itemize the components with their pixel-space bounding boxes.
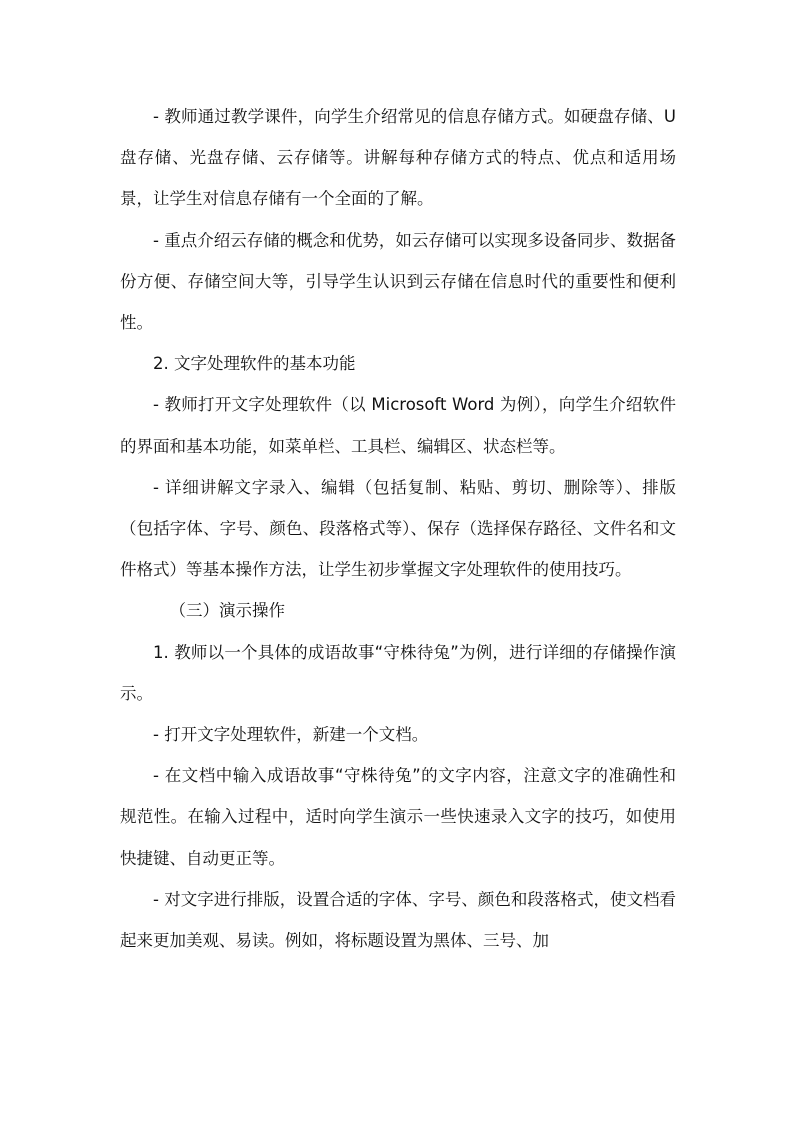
paragraph-open-software: - 教师打开文字处理软件（以 Microsoft Word 为例），向学生介绍软件的界面和基本功能，如菜单栏、工具栏、编辑区、状态栏等。 <box>120 395 676 456</box>
document-body <box>120 96 676 961</box>
section-heading-demo: （三）演示操作 <box>169 601 285 621</box>
paragraph-storage-methods: - 教师通过教学课件，向学生介绍常见的信息存储方式。如硬盘存储、U 盘存储、光盘存储、云存储等。讲解每种存储方式的特点、优点和适用场景，让学生对信息存储有一个全面的了解。 <box>120 107 676 209</box>
paragraph-basic-operations: - 详细讲解文字录入、编辑（包括复制、粘贴、剪切、删除等）、排版（包括字体、字号、颜色、段落格式等）、保存（选择保存路径、文件名和文件格式）等基本操作方法，让学生初步掌握文字处理软件的使用技巧。 <box>120 477 676 580</box>
paragraph-cloud-storage: - 重点介绍云存储的概念和优势，如云存储可以实现多设备同步、数据备份方便、存储空间大等，引导学生认识到云存储在信息时代的重要性和便利性。 <box>120 230 676 333</box>
section-heading-word-processing: 2. 文字处理软件的基本功能 <box>153 354 356 374</box>
paragraph-input-text: - 在文档中输入成语故事“守株待兔”的文字内容，注意文字的准确性和规范性。在输入过程中，适时向学生演示一些快速录入文字的技巧，如使用快捷键、自动更正等。 <box>120 766 676 868</box>
paragraph-new-document: - 打开文字处理软件，新建一个文档。 <box>153 725 429 745</box>
paragraph-idiom-demo: 1. 教师以一个具体的成语故事“守株待兔”为例，进行详细的存储操作演示。 <box>120 642 676 703</box>
paragraph-format-text: - 对文字进行排版，设置合适的字体、字号、颜色和段落格式，使文档看起来更加美观、易读。例如，将标题设置为黑体、三号、加 <box>120 889 676 951</box>
